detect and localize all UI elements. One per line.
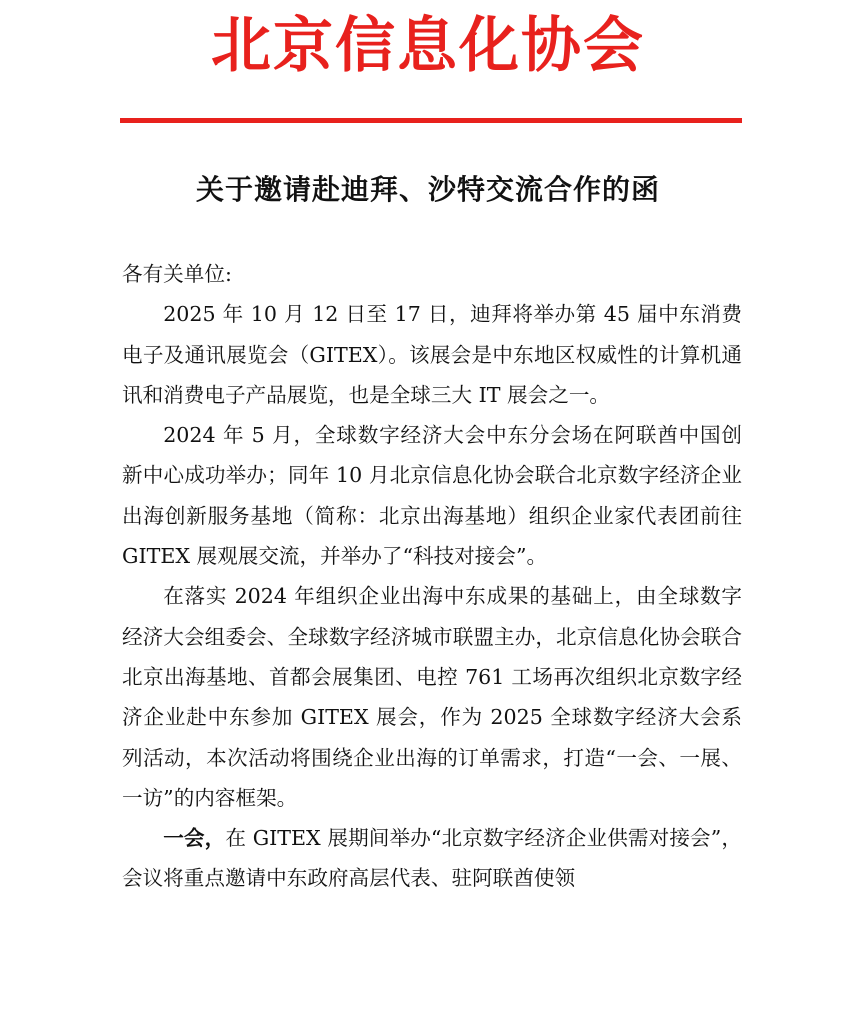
paragraph-one-meeting	[122, 818, 742, 899]
salutation: 各有关单位:	[122, 262, 232, 286]
paragraph-text: 在 GITEX 展期间举办“北京数字经济企业供需对接会”，会议将重点邀请中东政府高层代表、驻阿联酋使领	[122, 826, 743, 891]
paragraph-2025-plan: 在落实 2024 年组织企业出海中东成果的基础上，由全球数字经济大会组委会、全球数字经济城市联盟主办，北京信息化协会联合北京出海基地、首都会展集团、电控 761 工场再次组织北京数字经济企业赴中东参加 GITEX 展会，作为 2025 全球数字经济大会系列活动，本次活动将围绕企业出海的订单需求，打造“一会、一展、一访”的内容框架。	[122, 584, 742, 810]
paragraph-lead: 一会，	[163, 826, 226, 851]
paragraph-gitex-intro: 2025 年 10 月 12 日至 17 日，迪拜将举办第 45 届中东消费电子及通讯展览会（GITEX）。该展会是中东地区权威性的计算机通讯和消费电子产品展览，也是全球三大 IT 展会之一。	[122, 302, 742, 407]
document-body	[122, 254, 742, 899]
letterhead-organization: 北京信息化协会	[211, 11, 645, 81]
letterhead-red-rule	[120, 118, 742, 123]
document-title: 关于邀请赴迪拜、沙特交流合作的函	[195, 173, 660, 206]
paragraph-2024-history: 2024 年 5 月，全球数字经济大会中东分会场在阿联酋中国创新中心成功举办；同年 10 月北京信息化协会联合北京数字经济企业出海创新服务基地（简称：北京出海基地）组织企业家代表团前往 GITEX 展观展交流，并举办了“科技对接会”。	[122, 423, 742, 569]
